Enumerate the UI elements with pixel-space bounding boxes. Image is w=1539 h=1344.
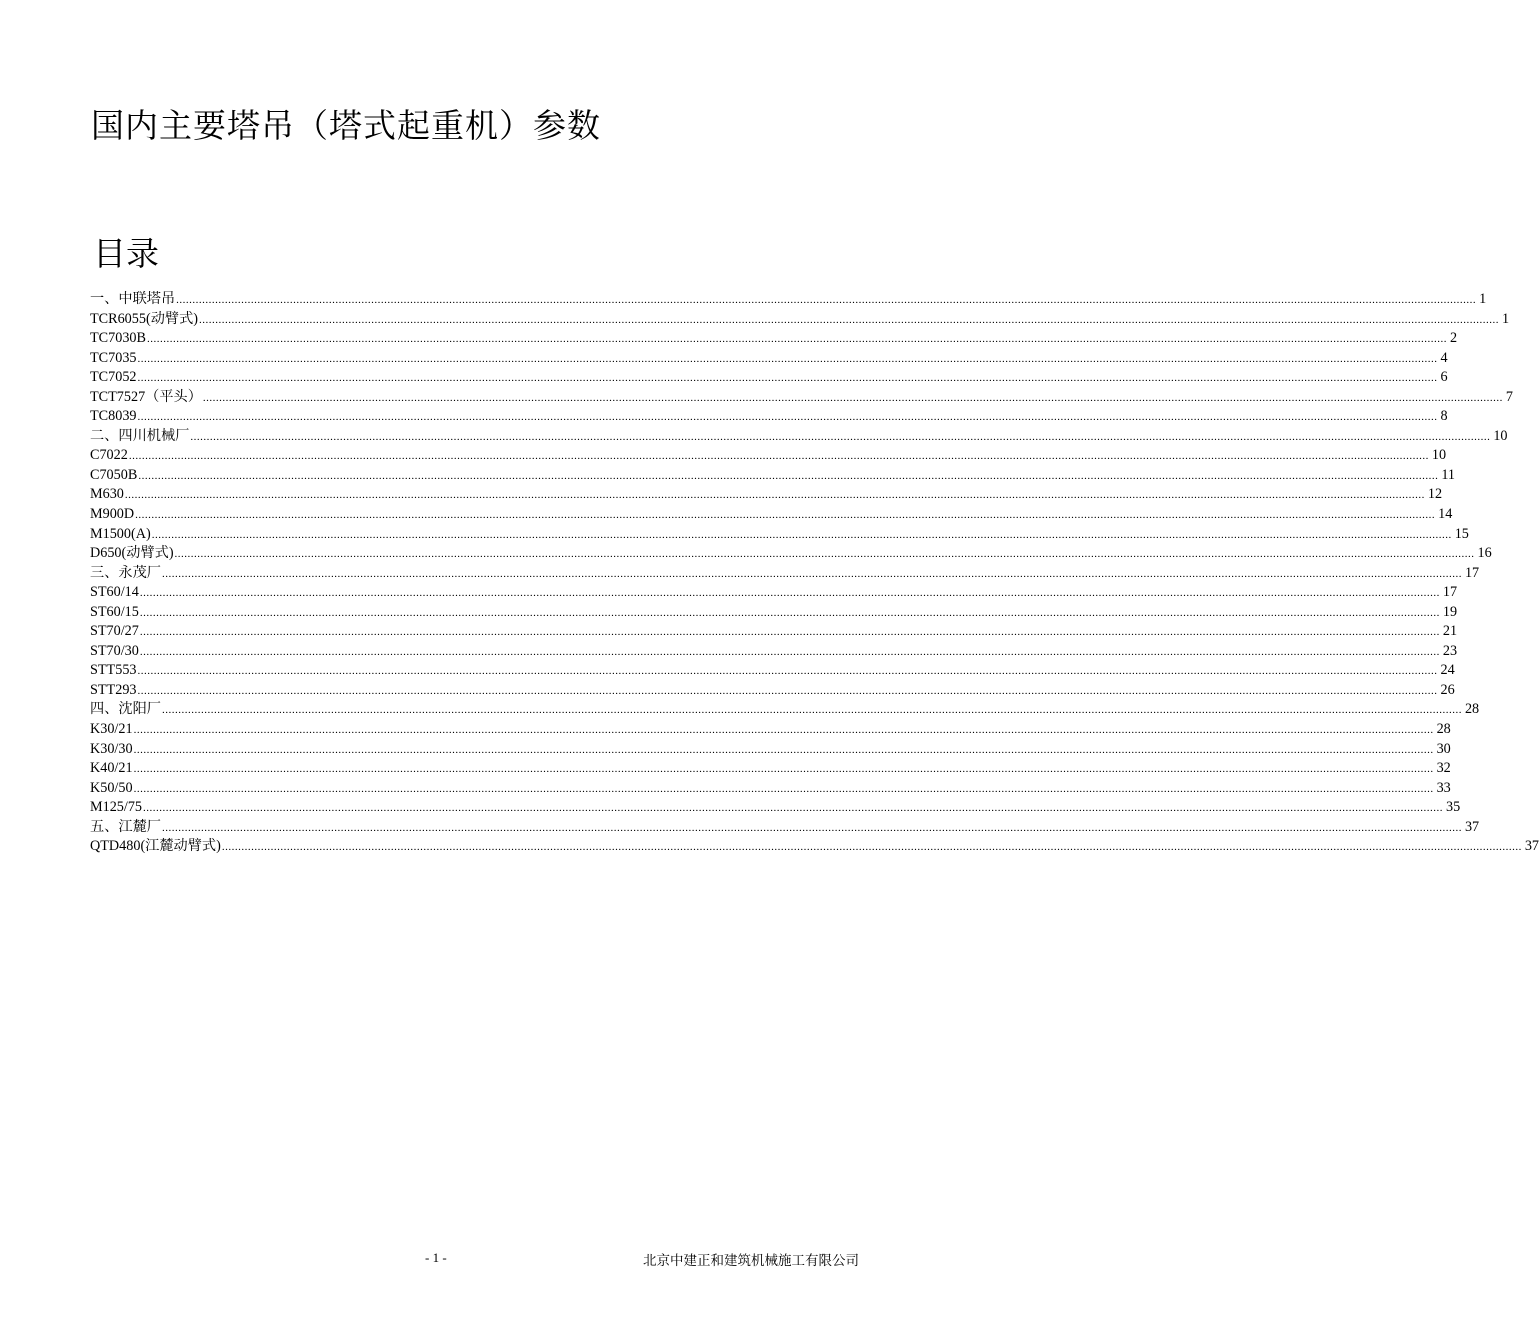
toc-entry-label: TC8039	[90, 408, 137, 425]
toc-entry[interactable]	[90, 583, 1458, 603]
toc-entry[interactable]	[90, 661, 1455, 681]
toc-entry-page: 1	[1479, 291, 1487, 307]
toc-entry[interactable]	[90, 642, 1458, 662]
toc-entry-page: 14	[1438, 506, 1453, 523]
toc-entry-label: K30/21	[90, 721, 133, 738]
toc-entry-page: 19	[1442, 603, 1458, 620]
toc-entry-label: ST70/30	[90, 642, 139, 659]
toc-entry-label: 四、沈阳厂	[90, 701, 161, 718]
toc-leader-dots: ................................................................................................................................................................................................................................................................................................................................................................................................................	[133, 782, 1434, 795]
toc-entry-label: M125/75	[90, 799, 143, 816]
toc-entry-label: K40/21	[90, 760, 133, 777]
toc-entry-page: 21	[1442, 623, 1458, 640]
toc-leader-dots: ................................................................................................................................................................................................................................................................................................................................................................................................................	[161, 567, 1462, 580]
toc-leader-dots: ................................................................................................................................................................................................................................................................................................................................................................................................................	[146, 333, 1447, 346]
toc-entry-label: TCT7527（平头）	[90, 388, 202, 405]
toc-entry-label: TC7035	[90, 349, 137, 366]
toc-entry[interactable]	[90, 505, 1453, 525]
toc-entry[interactable]	[90, 427, 1508, 447]
toc-entry[interactable]	[90, 564, 1480, 584]
toc-entry-page: 12	[1427, 486, 1443, 503]
toc-entry-label: 二、四川机械厂	[90, 427, 190, 444]
toc-entry-label: TCR6055(动臂式)	[90, 310, 198, 327]
toc-entry-label: ST60/15	[90, 603, 139, 620]
toc-entry-page: 23	[1442, 642, 1458, 659]
toc-entry-page: 17	[1442, 584, 1458, 601]
toc-entry[interactable]	[90, 329, 1458, 349]
toc-entry-page: 16	[1477, 545, 1492, 562]
toc-entry-page: 37	[1524, 838, 1539, 855]
toc-entry-label: ST70/27	[90, 623, 139, 640]
toc-entry-page: 10	[1493, 427, 1508, 444]
toc-leader-dots: ................................................................................................................................................................................................................................................................................................................................................................................................................	[174, 548, 1475, 561]
toc-entry[interactable]	[90, 818, 1480, 838]
toc-entry-label: M630	[90, 486, 124, 503]
document-title: 国内主要塔吊（塔式起重机）参数	[91, 106, 601, 145]
toc-entry[interactable]	[90, 368, 1448, 388]
toc-entry[interactable]	[90, 349, 1448, 369]
toc-entry[interactable]	[90, 622, 1458, 642]
toc-entry-page: 1	[1501, 310, 1510, 327]
toc-entry-label: STT553	[90, 662, 137, 679]
toc-entry[interactable]	[90, 388, 1514, 408]
toc-entry-page: 32	[1436, 760, 1451, 777]
toc-entry[interactable]	[90, 720, 1451, 740]
toc-heading: 目录	[93, 234, 159, 273]
toc-entry-label: 一、中联塔吊	[90, 291, 176, 307]
toc-entry-page: 6	[1440, 369, 1448, 386]
toc-entry-label: ST60/14	[90, 584, 139, 601]
toc-entry[interactable]	[90, 700, 1480, 720]
toc-leader-dots: ................................................................................................................................................................................................................................................................................................................................................................................................................	[143, 802, 1444, 815]
toc-entry-label: TC7030B	[90, 330, 146, 347]
toc-entry-label: K50/50	[90, 779, 133, 796]
table-of-contents	[90, 290, 1539, 857]
toc-entry-page: 17	[1464, 564, 1480, 581]
toc-entry-label: TC7052	[90, 369, 137, 386]
toc-leader-dots: ................................................................................................................................................................................................................................................................................................................................................................................................................	[128, 450, 1429, 463]
toc-entry-label: C7022	[90, 447, 128, 464]
toc-leader-dots: ................................................................................................................................................................................................................................................................................................................................................................................................................	[133, 724, 1434, 737]
toc-entry-label: QTD480(江麓动臂式)	[90, 838, 221, 855]
toc-leader-dots: ................................................................................................................................................................................................................................................................................................................................................................................................................	[124, 489, 1425, 502]
toc-leader-dots: ................................................................................................................................................................................................................................................................................................................................................................................................................	[133, 743, 1434, 756]
toc-leader-dots: ................................................................................................................................................................................................................................................................................................................................................................................................................	[190, 430, 1491, 443]
toc-entry-label: STT293	[90, 681, 137, 698]
toc-leader-dots: ................................................................................................................................................................................................................................................................................................................................................................................................................	[138, 469, 1439, 482]
toc-entry[interactable]	[90, 779, 1451, 799]
toc-entry-page: 33	[1436, 779, 1451, 796]
toc-leader-dots: ................................................................................................................................................................................................................................................................................................................................................................................................................	[139, 626, 1440, 639]
toc-entry[interactable]	[90, 485, 1443, 505]
toc-entry[interactable]	[90, 759, 1451, 779]
toc-leader-dots: ................................................................................................................................................................................................................................................................................................................................................................................................................	[198, 313, 1499, 326]
toc-leader-dots: ................................................................................................................................................................................................................................................................................................................................................................................................................	[137, 665, 1438, 678]
toc-entry[interactable]	[90, 798, 1461, 818]
toc-entry-page: 35	[1446, 799, 1461, 816]
toc-leader-dots: ................................................................................................................................................................................................................................................................................................................................................................................................................	[139, 645, 1440, 658]
toc-leader-dots: ................................................................................................................................................................................................................................................................................................................................................................................................................	[176, 294, 1477, 306]
toc-leader-dots: ................................................................................................................................................................................................................................................................................................................................................................................................................	[137, 352, 1438, 365]
toc-entry[interactable]	[90, 407, 1448, 427]
toc-leader-dots: ................................................................................................................................................................................................................................................................................................................................................................................................................	[133, 763, 1434, 776]
toc-entry-page: 10	[1431, 447, 1447, 464]
toc-leader-dots: ................................................................................................................................................................................................................................................................................................................................................................................................................	[161, 821, 1462, 834]
toc-entry[interactable]	[90, 837, 1539, 857]
toc-entry[interactable]	[90, 681, 1455, 701]
toc-leader-dots: ................................................................................................................................................................................................................................................................................................................................................................................................................	[135, 509, 1436, 522]
toc-entry-page: 28	[1464, 701, 1480, 718]
toc-entry-label: M900D	[90, 506, 135, 523]
toc-entry-label: K30/30	[90, 740, 133, 757]
toc-leader-dots: ................................................................................................................................................................................................................................................................................................................................................................................................................	[137, 411, 1438, 424]
toc-entry-page: 26	[1440, 681, 1455, 698]
toc-entry[interactable]	[90, 466, 1455, 486]
toc-leader-dots: ................................................................................................................................................................................................................................................................................................................................................................................................................	[151, 528, 1452, 541]
toc-entry-page: 28	[1436, 721, 1451, 738]
toc-entry-label: C7050B	[90, 466, 138, 483]
toc-leader-dots: ................................................................................................................................................................................................................................................................................................................................................................................................................	[139, 587, 1440, 600]
toc-entry-label: 五、江麓厂	[90, 818, 161, 835]
toc-entry[interactable]	[90, 603, 1458, 623]
footer-company-name: 北京中建正和建筑机械施工有限公司	[643, 1253, 859, 1269]
footer-page-number: - 1 -	[425, 1250, 447, 1265]
toc-entry-page: 8	[1440, 408, 1448, 425]
toc-leader-dots: ................................................................................................................................................................................................................................................................................................................................................................................................................	[137, 372, 1438, 385]
toc-entry[interactable]	[90, 310, 1510, 330]
toc-entry-page: 11	[1441, 466, 1455, 483]
toc-entry[interactable]	[90, 446, 1447, 466]
toc-leader-dots: ................................................................................................................................................................................................................................................................................................................................................................................................................	[137, 684, 1438, 697]
toc-leader-dots: ................................................................................................................................................................................................................................................................................................................................................................................................................	[202, 391, 1503, 404]
toc-entry[interactable]	[90, 525, 1469, 545]
toc-entry-page: 37	[1464, 818, 1480, 835]
toc-leader-dots: ................................................................................................................................................................................................................................................................................................................................................................................................................	[221, 841, 1522, 854]
toc-entry-page: 2	[1449, 330, 1458, 347]
toc-entry[interactable]	[90, 544, 1492, 564]
toc-entry-page: 30	[1436, 740, 1451, 757]
toc-leader-dots: ................................................................................................................................................................................................................................................................................................................................................................................................................	[139, 606, 1440, 619]
toc-entry-label: 三、永茂厂	[90, 564, 161, 581]
toc-leader-dots: ................................................................................................................................................................................................................................................................................................................................................................................................................	[161, 704, 1462, 717]
toc-entry-label: D650(动臂式)	[90, 545, 174, 562]
toc-entry-page: 7	[1505, 388, 1514, 405]
toc-entry-page: 15	[1454, 525, 1469, 542]
toc-entry-page: 24	[1440, 662, 1455, 679]
toc-entry-page: 4	[1440, 349, 1448, 366]
toc-entry[interactable]	[90, 290, 1487, 310]
toc-entry-label: M1500(A)	[90, 525, 151, 542]
toc-entry[interactable]	[90, 740, 1451, 760]
